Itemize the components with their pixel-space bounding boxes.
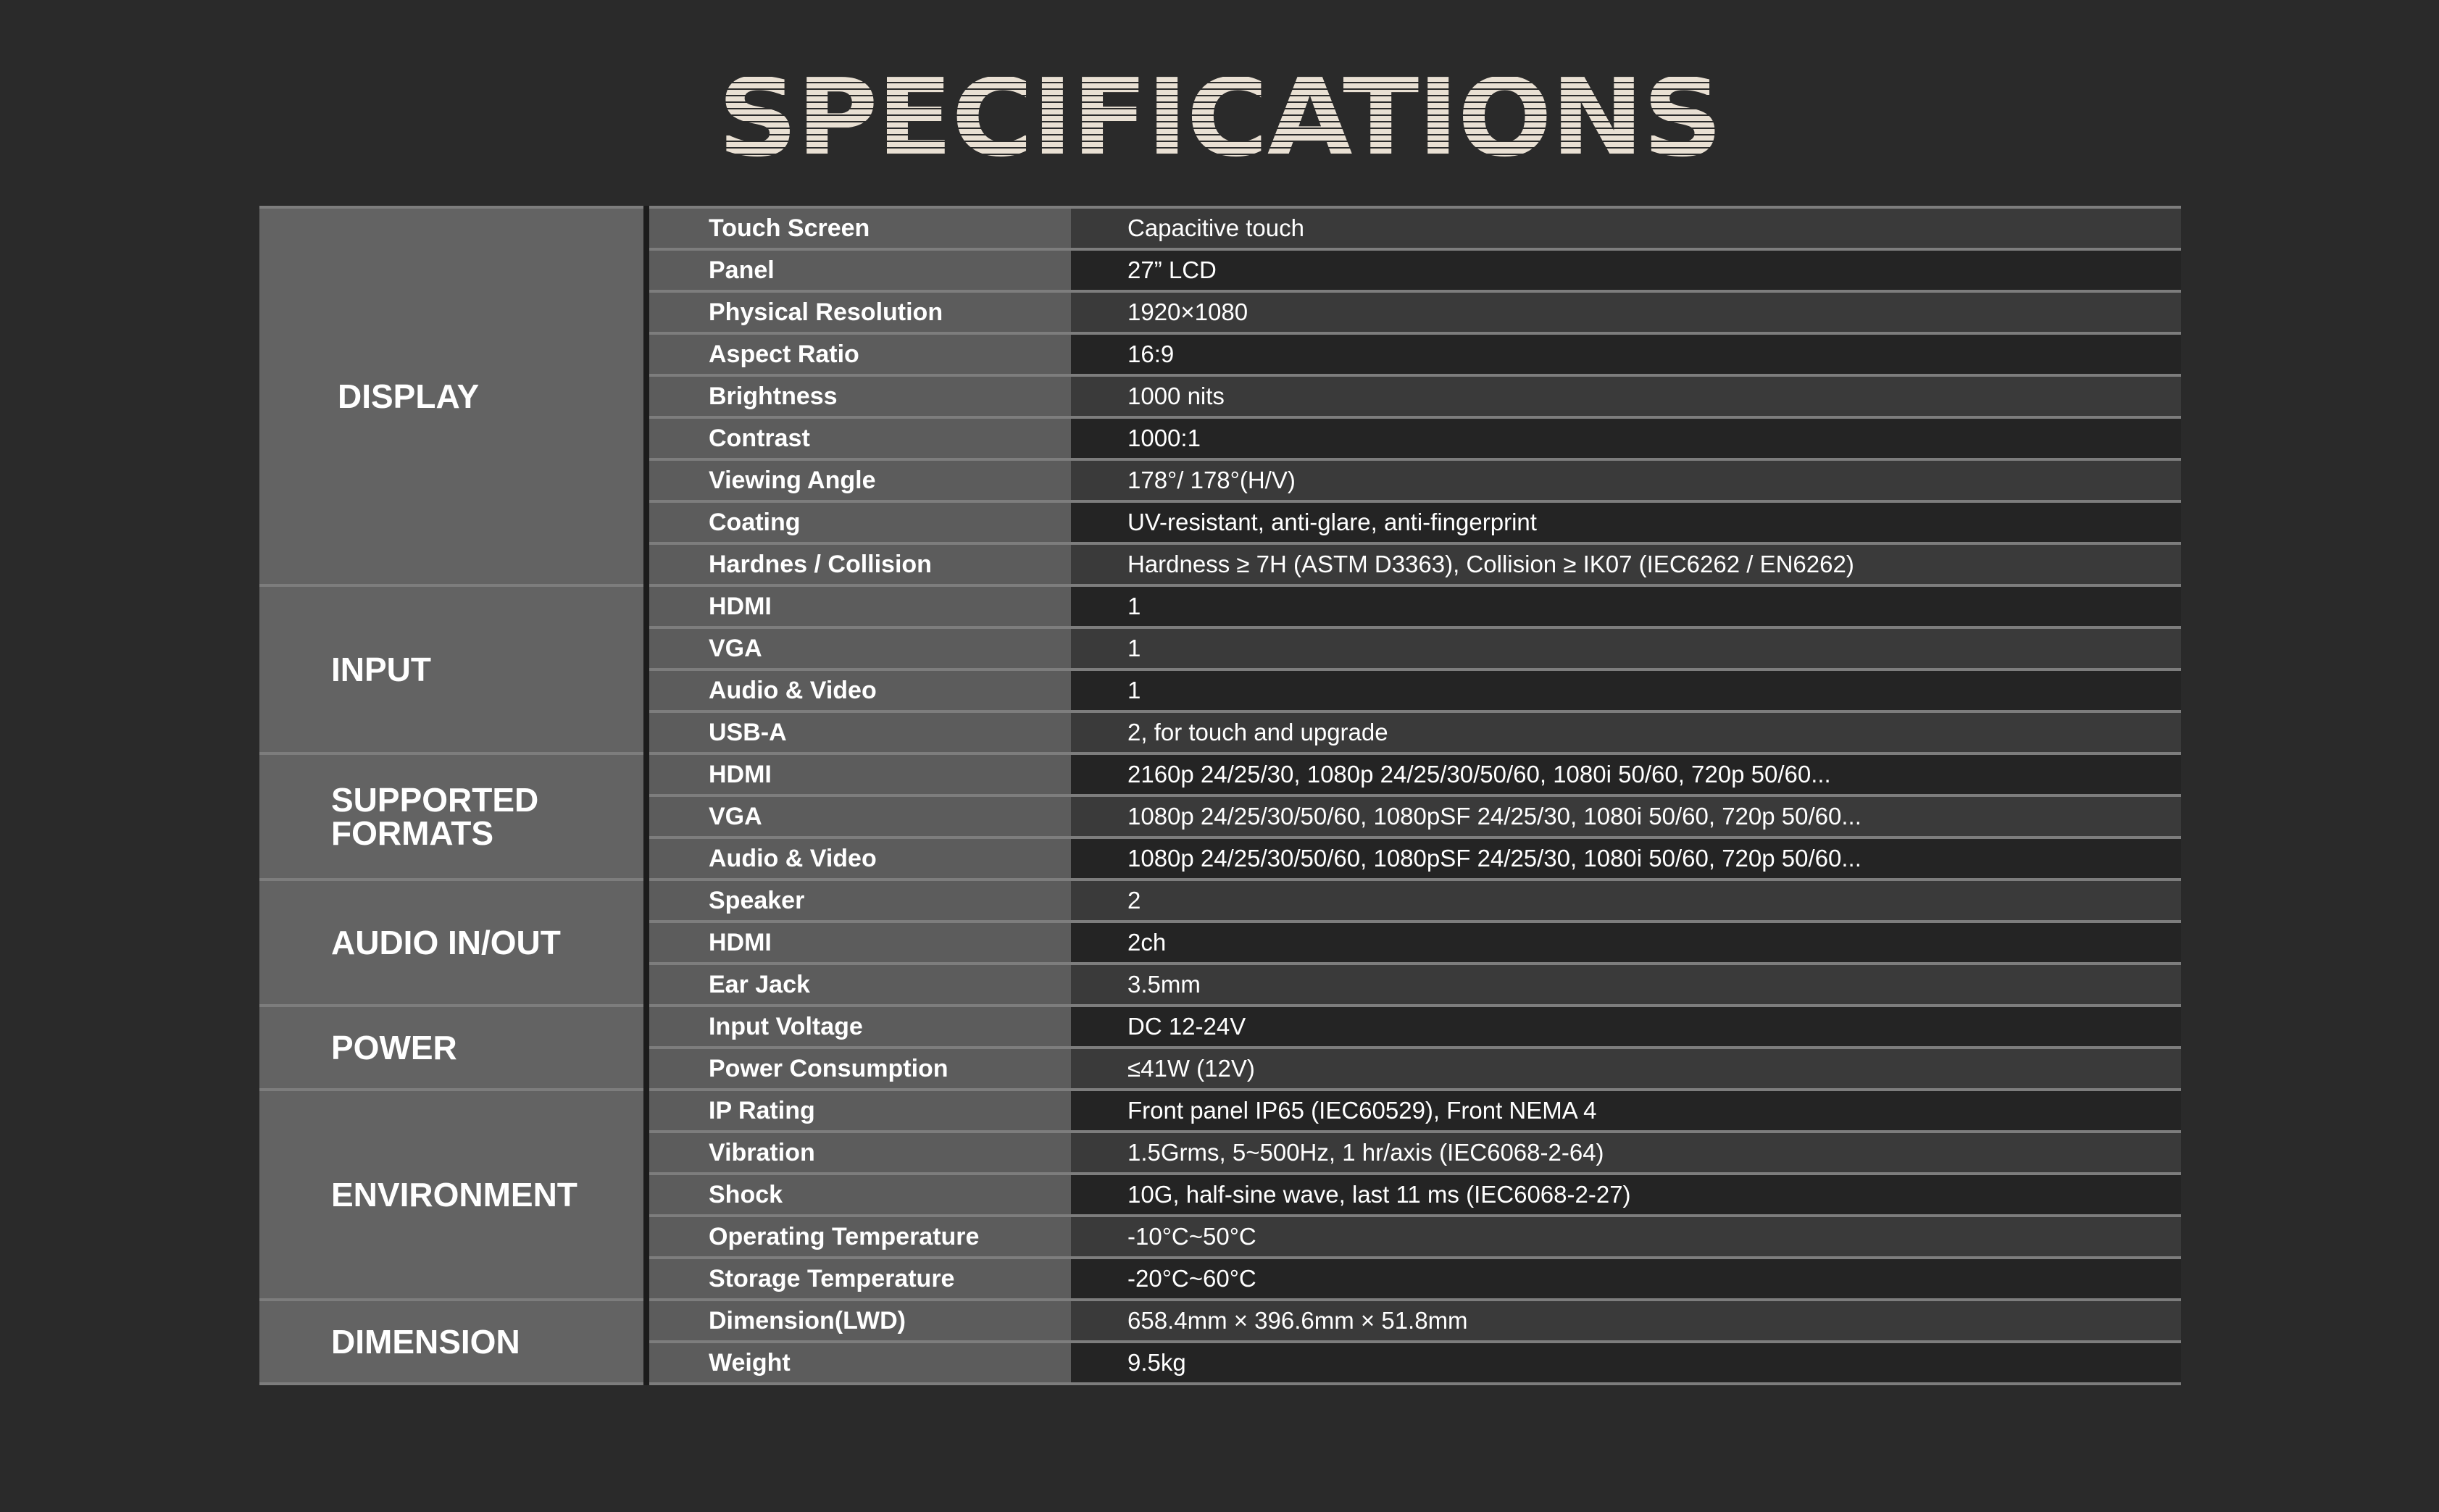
- spec-value: DC 12-24V: [1071, 1006, 2181, 1048]
- spec-value: 3.5mm: [1071, 964, 2181, 1006]
- spec-label: USB-A: [646, 711, 1071, 753]
- spec-label: IP Rating: [646, 1090, 1071, 1132]
- spec-label: Contrast: [646, 417, 1071, 459]
- spec-value: 1080p 24/25/30/50/60, 1080pSF 24/25/30, 1080i 50/60, 720p 50/60...: [1071, 795, 2181, 838]
- spec-value: -10°C~50°C: [1071, 1216, 2181, 1258]
- spec-value: 658.4mm × 396.6mm × 51.8mm: [1071, 1300, 2181, 1342]
- spec-label: Ear Jack: [646, 964, 1071, 1006]
- spec-value: 2: [1071, 880, 2181, 922]
- table-row: [259, 1090, 2181, 1132]
- spec-value: 2ch: [1071, 922, 2181, 964]
- spec-label: HDMI: [646, 585, 1071, 627]
- category-label: ENVIRONMENT: [331, 1176, 578, 1214]
- spec-label: VGA: [646, 627, 1071, 669]
- spec-label: Physical Resolution: [646, 291, 1071, 333]
- spec-value: 178°/ 178°(H/V): [1071, 459, 2181, 501]
- table-row: [259, 880, 2181, 922]
- spec-value: 2160p 24/25/30, 1080p 24/25/30/50/60, 1080i 50/60, 720p 50/60...: [1071, 753, 2181, 795]
- spec-value: 16:9: [1071, 333, 2181, 375]
- spec-value: 1: [1071, 627, 2181, 669]
- spec-value: UV-resistant, anti-glare, anti-fingerprint: [1071, 501, 2181, 543]
- category-cell: [259, 1300, 646, 1384]
- table-row: [259, 1300, 2181, 1342]
- category-cell: [259, 880, 646, 1006]
- spec-value: 1: [1071, 585, 2181, 627]
- category-cell: [259, 1006, 646, 1090]
- category-cell: [259, 753, 646, 880]
- spec-label: Coating: [646, 501, 1071, 543]
- spec-value: 1: [1071, 669, 2181, 711]
- spec-label: Power Consumption: [646, 1048, 1071, 1090]
- table-row: [259, 207, 2181, 249]
- spec-value: ≤41W (12V): [1071, 1048, 2181, 1090]
- spec-label: Panel: [646, 249, 1071, 291]
- category-label: POWER: [331, 1029, 457, 1066]
- spec-value: 10G, half-sine wave, last 11 ms (IEC6068-2-27): [1071, 1174, 2181, 1216]
- spec-value: 1.5Grms, 5~500Hz, 1 hr/axis (IEC6068-2-64): [1071, 1132, 2181, 1174]
- table-row: [259, 585, 2181, 627]
- spec-value: Capacitive touch: [1071, 207, 2181, 249]
- spec-label: Brightness: [646, 375, 1071, 417]
- spec-label: Dimension(LWD): [646, 1300, 1071, 1342]
- page-title: SPECIFICATIONS: [717, 56, 1722, 180]
- spec-value: -20°C~60°C: [1071, 1258, 2181, 1300]
- spec-label: Aspect Ratio: [646, 333, 1071, 375]
- specifications-table-body: [259, 207, 2181, 1384]
- spec-label: HDMI: [646, 753, 1071, 795]
- spec-value: 2, for touch and upgrade: [1071, 711, 2181, 753]
- spec-label: VGA: [646, 795, 1071, 838]
- category-label: DIMENSION: [331, 1323, 520, 1361]
- category-label: DISPLAY: [338, 377, 480, 415]
- spec-label: Hardnes / Collision: [646, 543, 1071, 585]
- spec-label: Touch Screen: [646, 207, 1071, 249]
- spec-value: Hardness ≥ 7H (ASTM D3363), Collision ≥ IK07 (IEC6262 / EN6262): [1071, 543, 2181, 585]
- spec-value: 1080p 24/25/30/50/60, 1080pSF 24/25/30, 1080i 50/60, 720p 50/60...: [1071, 838, 2181, 880]
- spec-label: Storage Temperature: [646, 1258, 1071, 1300]
- spec-label: Weight: [646, 1342, 1071, 1384]
- category-cell: [259, 585, 646, 753]
- spec-label: Operating Temperature: [646, 1216, 1071, 1258]
- spec-label: Speaker: [646, 880, 1071, 922]
- spec-value: 1920×1080: [1071, 291, 2181, 333]
- spec-value: 1000:1: [1071, 417, 2181, 459]
- spec-label: Audio & Video: [646, 838, 1071, 880]
- spec-label: Shock: [646, 1174, 1071, 1216]
- spec-value: 9.5kg: [1071, 1342, 2181, 1384]
- specifications-table: [259, 206, 2181, 1385]
- spec-value: Front panel IP65 (IEC60529), Front NEMA 4: [1071, 1090, 2181, 1132]
- spec-label: Audio & Video: [646, 669, 1071, 711]
- spec-label: Viewing Angle: [646, 459, 1071, 501]
- spec-label: HDMI: [646, 922, 1071, 964]
- category-label: INPUT: [331, 651, 431, 688]
- category-cell: [259, 1090, 646, 1300]
- spec-label: Vibration: [646, 1132, 1071, 1174]
- page-header: [0, 56, 2439, 180]
- category-label: SUPPORTED FORMATS: [331, 781, 539, 852]
- category-label: AUDIO IN/OUT: [331, 924, 561, 961]
- table-row: [259, 1006, 2181, 1048]
- category-cell: [259, 207, 646, 585]
- spec-value: 1000 nits: [1071, 375, 2181, 417]
- table-row: [259, 753, 2181, 795]
- spec-value: 27” LCD: [1071, 249, 2181, 291]
- spec-label: Input Voltage: [646, 1006, 1071, 1048]
